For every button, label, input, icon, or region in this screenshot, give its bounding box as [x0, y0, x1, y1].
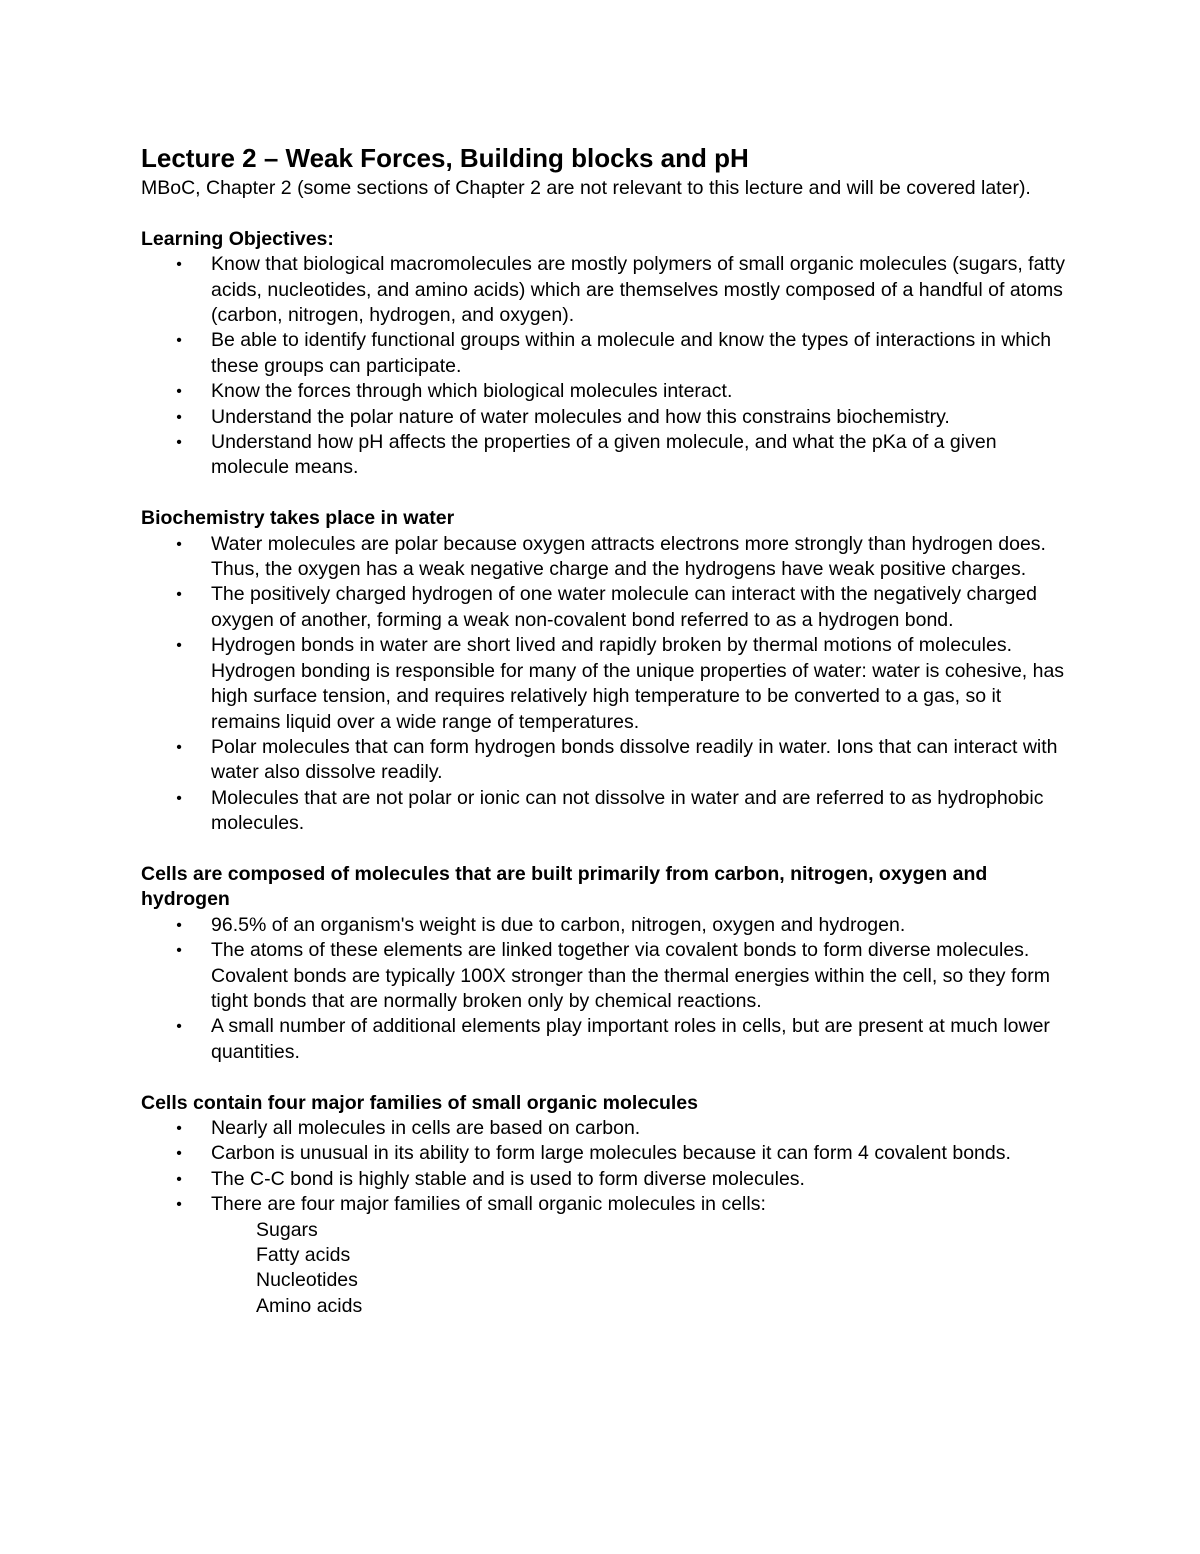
bullet-icon: •	[176, 332, 182, 350]
bullet-icon: •	[176, 1119, 182, 1137]
molecule-family-list	[211, 1218, 1071, 1320]
bullet-item	[141, 379, 1071, 404]
section-heading: Cells are composed of molecules that are built primarily from carbon, nitrogen, oxygen and hydrogen	[141, 862, 988, 911]
bullet-list	[141, 913, 1071, 1065]
bullet-item	[141, 633, 1071, 735]
bullet-icon: •	[176, 789, 182, 807]
bullet-text: Carbon is unusual in its ability to form large molecules because it can form 4 covalent bonds.	[211, 1142, 1011, 1165]
section-biochemistry-takes-place-in-water	[141, 506, 1071, 836]
bullet-item	[141, 913, 1071, 938]
section-heading: Cells contain four major families of small organic molecules	[141, 1091, 698, 1114]
bullet-item	[141, 1116, 1071, 1141]
section-heading: Learning Objectives:	[141, 227, 334, 250]
bullet-text: The C-C bond is highly stable and is used to form diverse molecules.	[211, 1167, 805, 1190]
bullet-item	[141, 430, 1071, 481]
bullet-icon: •	[176, 1170, 182, 1188]
sections-container	[141, 227, 1071, 1319]
bullet-item	[141, 532, 1071, 583]
molecule-family-item: Amino acids	[256, 1294, 363, 1317]
bullet-text: A small number of additional elements play important roles in cells, but are present at much lower quantities.	[211, 1015, 1050, 1063]
bullet-text: Know the forces through which biological molecules interact.	[211, 380, 733, 403]
bullet-item	[141, 405, 1071, 430]
bullet-item	[141, 938, 1071, 1014]
bullet-icon: •	[176, 434, 182, 452]
bullet-text: Nearly all molecules in cells are based on carbon.	[211, 1116, 641, 1139]
bullet-text: Understand how pH affects the properties of a given molecule, and what the pKa of a given molecule means.	[211, 431, 997, 479]
bullet-item	[141, 735, 1071, 786]
bullet-text: Be able to identify functional groups within a molecule and know the types of interactions in which these groups can participate.	[211, 329, 1052, 377]
bullet-icon: •	[176, 738, 182, 756]
bullet-icon: •	[176, 535, 182, 553]
document-subtitle: MBoC, Chapter 2 (some sections of Chapter 2 are not relevant to this lecture and will be covered later).	[141, 177, 1031, 199]
bullet-icon: •	[176, 408, 182, 426]
bullet-text: There are four major families of small organic molecules in cells:	[211, 1193, 766, 1216]
bullet-item	[141, 1167, 1071, 1192]
section-cells-contain-four-major-families-of-sma	[141, 1091, 1071, 1320]
molecule-family-item: Fatty acids	[256, 1244, 351, 1266]
bullet-icon: •	[176, 916, 182, 934]
bullet-text: The atoms of these elements are linked together via covalent bonds to form diverse molecules. Covalent bonds are typically 100X stronger than the thermal energies within the cell, so they form tight bonds that are normally broken only by chemical reactions.	[211, 939, 1050, 1012]
bullet-text: Understand the polar nature of water molecules and how this constrains biochemistry.	[211, 405, 950, 428]
bullet-icon: •	[176, 942, 182, 960]
bullet-list	[141, 252, 1071, 481]
molecule-family-item: Sugars	[256, 1218, 318, 1241]
bullet-list	[141, 1116, 1071, 1319]
bullet-text: Molecules that are not polar or ionic can not dissolve in water and are referred to as hydrophobic molecules.	[211, 786, 1044, 835]
bullet-icon: •	[176, 586, 182, 604]
bullet-item	[141, 252, 1071, 328]
bullet-icon: •	[176, 1145, 182, 1163]
document-title: Lecture 2 – Weak Forces, Building blocks and pH	[141, 143, 749, 173]
bullet-item	[141, 328, 1071, 379]
bullet-icon: •	[176, 383, 182, 401]
document-content	[141, 140, 1071, 1319]
bullet-list	[141, 532, 1071, 837]
bullet-text: The positively charged hydrogen of one water molecule can interact with the negatively charged oxygen of another, forming a weak non-covalent bond referred to as a hydrogen bond.	[211, 583, 1037, 631]
bullet-icon: •	[176, 256, 182, 274]
bullet-text: 96.5% of an organism's weight is due to carbon, nitrogen, oxygen and hydrogen.	[211, 913, 906, 936]
bullet-text: Polar molecules that can form hydrogen bonds dissolve readily in water. Ions that can interact with water also dissolve readily.	[211, 735, 1058, 784]
molecule-family-item: Nucleotides	[256, 1269, 358, 1292]
section-learning-objectives	[141, 227, 1071, 481]
section-cells-are-composed-of-molecules-that-are	[141, 862, 1071, 1065]
bullet-icon: •	[176, 1018, 182, 1036]
bullet-icon: •	[176, 637, 182, 655]
bullet-text: Water molecules are polar because oxygen attracts electrons more strongly than hydrogen does. Thus, the oxygen has a weak negative charge and the hydrogens have weak positive charges.	[211, 532, 1046, 581]
bullet-item	[141, 1014, 1071, 1065]
section-heading: Biochemistry takes place in water	[141, 507, 455, 530]
bullet-item	[141, 1141, 1071, 1166]
bullet-item	[141, 582, 1071, 633]
bullet-item	[141, 786, 1071, 837]
bullet-text: Hydrogen bonds in water are short lived and rapidly broken by thermal motions of molecules. Hydrogen bonding is responsible for many of the unique properties of water: water is cohesive, has high surface tension, and requires relatively high temperature to be converted to a gas, so it remains liquid over a wide range of temperatures.	[211, 634, 1065, 733]
bullet-icon: •	[176, 1196, 182, 1214]
bullet-item	[141, 1192, 1071, 1319]
bullet-text: Know that biological macromolecules are mostly polymers of small organic molecules (sugars, fatty acids, nucleotides, and amino acids) which are themselves mostly composed of a handful of atoms (carbon, nitrogen, hydrogen, and oxygen).	[211, 253, 1066, 327]
